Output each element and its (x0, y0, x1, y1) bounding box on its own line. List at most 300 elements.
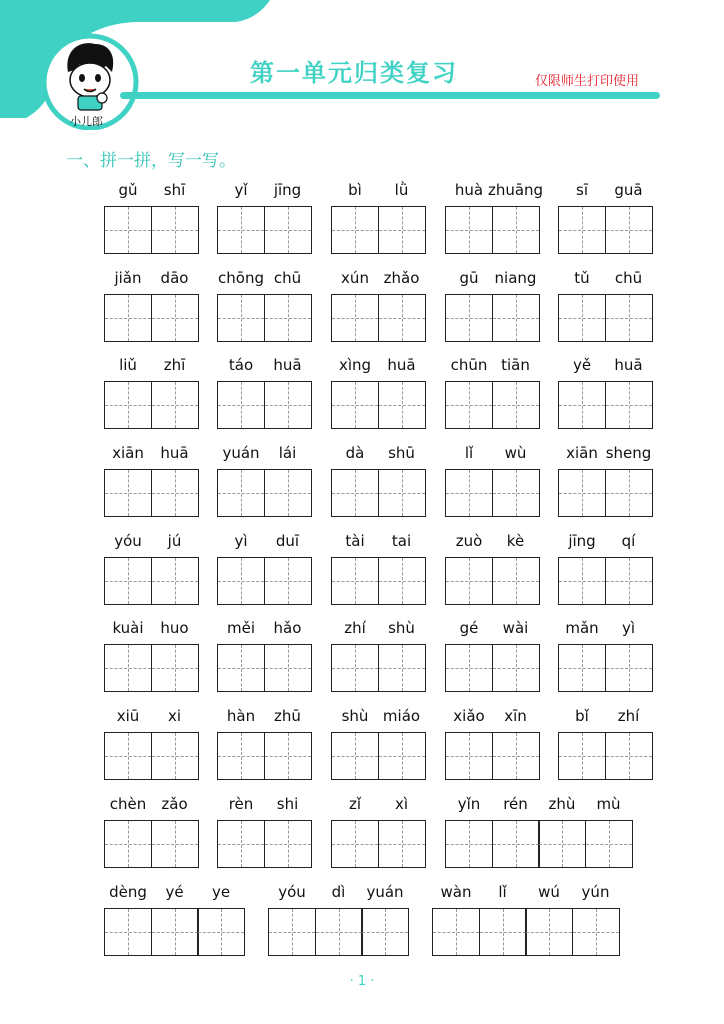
tianzige-cell[interactable] (331, 294, 379, 342)
tianzige-boxes (217, 294, 312, 342)
tianzige-cell[interactable] (268, 908, 316, 956)
tianzige-cell[interactable] (378, 557, 426, 605)
word-group (331, 181, 426, 256)
tianzige-boxes (331, 469, 426, 517)
tianzige-cell[interactable] (479, 908, 527, 956)
word-group (558, 356, 653, 431)
pinyin-line (104, 883, 245, 905)
tianzige-cell[interactable] (104, 732, 152, 780)
word-group (445, 444, 540, 519)
pinyin-line (217, 356, 312, 378)
word-group (217, 444, 312, 519)
tianzige-cell[interactable] (264, 381, 312, 429)
pinyin-syllable: dāo (160, 269, 189, 287)
pinyin-syllable: yǐ (234, 181, 248, 199)
pinyin-line (445, 269, 540, 291)
pinyin-syllable: duī (275, 532, 300, 550)
tianzige-cell[interactable] (445, 469, 493, 517)
tianzige-cell[interactable] (538, 820, 586, 868)
word-group (104, 707, 199, 782)
tianzige-cell[interactable] (151, 557, 199, 605)
word-group (217, 707, 312, 782)
pinyin-syllable: jīng (568, 532, 596, 550)
pinyin-syllable: yún (581, 883, 610, 901)
pinyin-syllable: kuài (112, 619, 144, 637)
pinyin-line (268, 883, 409, 905)
pinyin-syllable: lái (278, 444, 297, 462)
tianzige-cell[interactable] (445, 732, 493, 780)
pinyin-syllable: xìng (338, 356, 372, 374)
pinyin-syllable: yóu (278, 883, 306, 901)
tianzige-boxes (445, 732, 540, 780)
tianzige-cell[interactable] (605, 381, 653, 429)
tianzige-boxes (558, 557, 653, 605)
word-group (104, 181, 199, 256)
tianzige-boxes (558, 732, 653, 780)
pinyin-line (558, 532, 653, 554)
word-group (558, 181, 653, 256)
tianzige-cell[interactable] (558, 644, 606, 692)
pinyin-syllable: huā (273, 356, 302, 374)
tianzige-cell[interactable] (605, 294, 653, 342)
tianzige-cell[interactable] (217, 469, 265, 517)
tianzige-cell[interactable] (264, 732, 312, 780)
tianzige-boxes (217, 381, 312, 429)
corner-band (0, 0, 270, 118)
tianzige-cell[interactable] (492, 820, 540, 868)
pinyin-line (445, 707, 540, 729)
tianzige-boxes (331, 294, 426, 342)
pinyin-syllable: tǔ (574, 269, 590, 287)
tianzige-cell[interactable] (104, 381, 152, 429)
tianzige-cell[interactable] (361, 908, 409, 956)
tianzige-cell[interactable] (378, 644, 426, 692)
pinyin-line (445, 795, 633, 817)
pinyin-line (104, 619, 199, 641)
pinyin-syllable: dà (345, 444, 365, 462)
pinyin-syllable: zhī (163, 356, 186, 374)
word-group (445, 532, 540, 607)
pinyin-syllable: jīng (273, 181, 302, 199)
pinyin-syllable: liǔ (119, 356, 137, 374)
pinyin-syllable: sī (576, 181, 588, 199)
pinyin-syllable: rén (503, 795, 528, 813)
pinyin-line (104, 795, 199, 817)
tianzige-cell[interactable] (558, 732, 606, 780)
word-group (104, 532, 199, 607)
word-group (217, 795, 312, 870)
pinyin-syllable: niang (494, 269, 537, 287)
tianzige-boxes (445, 381, 540, 429)
pinyin-syllable: mù (596, 795, 621, 813)
tianzige-cell[interactable] (585, 820, 633, 868)
section-heading: 一、拼一拼，写一写。 (66, 151, 236, 171)
pinyin-line (104, 444, 199, 466)
tianzige-cell[interactable] (331, 381, 379, 429)
tianzige-boxes (331, 644, 426, 692)
pinyin-syllable: hǎo (273, 619, 302, 637)
tianzige-cell[interactable] (217, 644, 265, 692)
tianzige-cell[interactable] (151, 732, 199, 780)
word-group (558, 444, 653, 519)
tianzige-boxes (445, 206, 540, 254)
pinyin-syllable: xiǎo (453, 707, 485, 725)
pinyin-line (331, 707, 426, 729)
pinyin-line (331, 356, 426, 378)
pinyin-syllable: chū (273, 269, 302, 287)
pinyin-syllable: chūn (450, 356, 488, 374)
pinyin-syllable: zhū (274, 707, 301, 725)
tianzige-cell[interactable] (104, 820, 152, 868)
tianzige-cell[interactable] (331, 732, 379, 780)
pinyin-syllable: yì (621, 619, 636, 637)
pinyin-syllable: kè (506, 532, 525, 550)
pinyin-syllable: huā (160, 444, 189, 462)
tianzige-cell[interactable] (331, 820, 379, 868)
tianzige-cell[interactable] (264, 469, 312, 517)
tianzige-cell[interactable] (151, 469, 199, 517)
page-number: · 1 · (349, 974, 375, 989)
word-group (331, 444, 426, 519)
tianzige-boxes (104, 381, 199, 429)
pinyin-syllable: rèn (228, 795, 254, 813)
page-header (0, 0, 724, 130)
tianzige-cell[interactable] (151, 381, 199, 429)
tianzige-cell[interactable] (197, 908, 245, 956)
tianzige-cell[interactable] (558, 557, 606, 605)
word-group (445, 356, 540, 431)
pinyin-line (331, 532, 426, 554)
pinyin-line (331, 444, 426, 466)
word-group (331, 532, 426, 607)
tianzige-boxes (558, 294, 653, 342)
tianzige-cell[interactable] (492, 381, 540, 429)
tianzige-boxes (104, 732, 199, 780)
word-group (331, 356, 426, 431)
pinyin-syllable: měi (226, 619, 256, 637)
tianzige-cell[interactable] (445, 820, 493, 868)
tianzige-boxes (217, 206, 312, 254)
tianzige-cell[interactable] (605, 557, 653, 605)
pinyin-line (558, 444, 653, 466)
tianzige-boxes (558, 644, 653, 692)
pinyin-syllable: jiǎn (114, 269, 142, 287)
pinyin-syllable: xi (167, 707, 182, 725)
tianzige-cell[interactable] (558, 206, 606, 254)
pinyin-line (432, 883, 620, 905)
tianzige-boxes (104, 557, 199, 605)
pinyin-line (104, 707, 199, 729)
tianzige-cell[interactable] (151, 820, 199, 868)
tianzige-cell[interactable] (331, 557, 379, 605)
word-group (104, 883, 245, 958)
tianzige-cell[interactable] (378, 820, 426, 868)
word-group (445, 795, 633, 870)
tianzige-cell[interactable] (445, 381, 493, 429)
tianzige-boxes (104, 206, 199, 254)
tianzige-cell[interactable] (264, 644, 312, 692)
pinyin-line (445, 532, 540, 554)
pinyin-syllable: yì (234, 532, 248, 550)
tianzige-cell[interactable] (104, 644, 152, 692)
tianzige-cell[interactable] (104, 557, 152, 605)
tianzige-boxes (217, 732, 312, 780)
tianzige-cell[interactable] (605, 206, 653, 254)
pinyin-line (104, 532, 199, 554)
tianzige-cell[interactable] (315, 908, 363, 956)
word-group (331, 707, 426, 782)
word-group (104, 444, 199, 519)
pinyin-syllable: dèng (109, 883, 147, 901)
pinyin-line (558, 181, 653, 203)
pinyin-syllable: lǐ (498, 883, 507, 901)
pinyin-line (445, 356, 540, 378)
pinyin-syllable: zuò (455, 532, 483, 550)
mascot-caption: 小儿郎 (70, 115, 103, 128)
pinyin-syllable: xún (341, 269, 369, 287)
pinyin-line (558, 356, 653, 378)
pinyin-syllable: huà (454, 181, 484, 199)
tianzige-cell[interactable] (331, 469, 379, 517)
pinyin-syllable: lǐ (464, 444, 474, 462)
word-group (445, 619, 540, 694)
pinyin-syllable: zhí (344, 619, 366, 637)
tianzige-boxes (445, 557, 540, 605)
word-group (432, 883, 620, 958)
tianzige-cell[interactable] (217, 381, 265, 429)
pinyin-line (217, 444, 312, 466)
tianzige-cell[interactable] (378, 469, 426, 517)
pinyin-syllable: xiān (566, 444, 598, 462)
tianzige-cell[interactable] (217, 294, 265, 342)
pinyin-syllable: tai (391, 532, 412, 550)
pinyin-syllable: sheng (605, 444, 652, 462)
pinyin-syllable: mǎn (565, 619, 599, 637)
pinyin-line (331, 269, 426, 291)
tianzige-cell[interactable] (264, 557, 312, 605)
tianzige-boxes (558, 381, 653, 429)
tianzige-cell[interactable] (104, 206, 152, 254)
word-group (558, 707, 653, 782)
tianzige-cell[interactable] (264, 294, 312, 342)
page-title: 第一单元归类复习 (250, 59, 458, 87)
usage-notice: 仅限师生打印使用 (535, 74, 640, 89)
pinyin-syllable: zhuāng (487, 181, 544, 199)
pinyin-syllable: wú (538, 883, 560, 901)
tianzige-cell[interactable] (605, 469, 653, 517)
pinyin-syllable: huā (614, 356, 643, 374)
pinyin-syllable: yě (572, 356, 592, 374)
tianzige-cell[interactable] (264, 820, 312, 868)
tianzige-cell[interactable] (217, 557, 265, 605)
tianzige-boxes (104, 908, 245, 956)
word-group (104, 356, 199, 431)
word-group (558, 619, 653, 694)
tianzige-boxes (558, 206, 653, 254)
word-group (217, 269, 312, 344)
tianzige-cell[interactable] (492, 644, 540, 692)
pinyin-syllable: tiān (501, 356, 530, 374)
header-stripe (120, 92, 660, 99)
pinyin-line (445, 444, 540, 466)
pinyin-line (558, 619, 653, 641)
tianzige-cell[interactable] (445, 206, 493, 254)
tianzige-cell[interactable] (492, 732, 540, 780)
tianzige-cell[interactable] (558, 294, 606, 342)
tianzige-cell[interactable] (151, 644, 199, 692)
tianzige-boxes (445, 820, 633, 868)
word-group (217, 356, 312, 431)
pinyin-syllable: xiū (116, 707, 140, 725)
pinyin-line (331, 181, 426, 203)
pinyin-syllable: shū (388, 444, 415, 462)
tianzige-cell[interactable] (217, 206, 265, 254)
pinyin-syllable: miáo (382, 707, 421, 725)
tianzige-cell[interactable] (525, 908, 573, 956)
tianzige-boxes (104, 294, 199, 342)
pinyin-syllable: xiān (112, 444, 144, 462)
pinyin-syllable: yóu (114, 532, 142, 550)
word-group (104, 619, 199, 694)
tianzige-boxes (268, 908, 409, 956)
tianzige-cell[interactable] (217, 732, 265, 780)
tianzige-cell[interactable] (605, 732, 653, 780)
tianzige-cell[interactable] (217, 820, 265, 868)
pinyin-line (217, 532, 312, 554)
tianzige-boxes (331, 206, 426, 254)
pinyin-syllable: zhù (548, 795, 576, 813)
pinyin-line (445, 181, 544, 203)
tianzige-cell[interactable] (492, 294, 540, 342)
pinyin-syllable: bì (348, 181, 362, 199)
tianzige-cell[interactable] (378, 206, 426, 254)
pinyin-line (217, 269, 312, 291)
pinyin-syllable: yuán (366, 883, 404, 901)
pinyin-syllable: wàn (440, 883, 472, 901)
tianzige-boxes (432, 908, 620, 956)
tianzige-cell[interactable] (445, 644, 493, 692)
pinyin-syllable: guā (614, 181, 643, 199)
pinyin-syllable: shi (276, 795, 299, 813)
tianzige-cell[interactable] (445, 294, 493, 342)
tianzige-cell[interactable] (151, 206, 199, 254)
tianzige-boxes (445, 469, 540, 517)
tianzige-boxes (217, 557, 312, 605)
word-group (558, 269, 653, 344)
tianzige-boxes (104, 469, 199, 517)
bicycle-icon (133, 32, 159, 45)
pinyin-syllable: gé (459, 619, 479, 637)
tianzige-cell[interactable] (605, 644, 653, 692)
pinyin-syllable: wài (502, 619, 529, 637)
pinyin-line (445, 619, 540, 641)
tianzige-cell[interactable] (104, 908, 152, 956)
pinyin-syllable: táo (228, 356, 254, 374)
pinyin-syllable: zǎo (161, 795, 188, 813)
tianzige-cell[interactable] (104, 294, 152, 342)
tianzige-cell[interactable] (432, 908, 480, 956)
tianzige-boxes (331, 732, 426, 780)
pinyin-syllable: zǐ (348, 795, 362, 813)
word-group (104, 795, 199, 870)
pinyin-syllable: xì (394, 795, 409, 813)
tianzige-boxes (217, 820, 312, 868)
tianzige-boxes (331, 820, 426, 868)
pinyin-syllable: lǜ (394, 181, 409, 199)
word-group (445, 269, 540, 344)
tianzige-cell[interactable] (492, 206, 540, 254)
pinyin-line (217, 707, 312, 729)
tianzige-boxes (445, 644, 540, 692)
pinyin-line (104, 181, 199, 203)
tianzige-cell[interactable] (558, 469, 606, 517)
pinyin-syllable: chōng (218, 269, 264, 287)
pinyin-syllable: shī (163, 181, 186, 199)
word-group (217, 619, 312, 694)
pinyin-line (558, 269, 653, 291)
pinyin-syllable: xīn (504, 707, 527, 725)
word-group (217, 181, 312, 256)
word-group (445, 181, 544, 256)
tianzige-boxes (558, 469, 653, 517)
word-group (268, 883, 409, 958)
pinyin-syllable: gū (459, 269, 479, 287)
tianzige-cell[interactable] (572, 908, 620, 956)
pinyin-line (217, 181, 312, 203)
pinyin-line (331, 795, 426, 817)
pinyin-syllable: zhǎo (383, 269, 420, 287)
tianzige-boxes (217, 644, 312, 692)
tianzige-cell[interactable] (445, 557, 493, 605)
pinyin-syllable: yé (165, 883, 184, 901)
tianzige-boxes (217, 469, 312, 517)
tianzige-cell[interactable] (492, 469, 540, 517)
tianzige-cell[interactable] (378, 732, 426, 780)
pinyin-syllable: jú (167, 532, 182, 550)
tianzige-cell[interactable] (151, 908, 199, 956)
tianzige-cell[interactable] (331, 644, 379, 692)
tianzige-cell[interactable] (378, 381, 426, 429)
pinyin-line (217, 795, 312, 817)
pinyin-syllable: tài (345, 532, 365, 550)
mountain-icon (162, 22, 222, 44)
pinyin-syllable: yǐn (457, 795, 481, 813)
tianzige-cell[interactable] (492, 557, 540, 605)
tianzige-cell[interactable] (378, 294, 426, 342)
tianzige-cell[interactable] (331, 206, 379, 254)
pinyin-syllable: huā (387, 356, 416, 374)
pinyin-syllable: qí (621, 532, 636, 550)
pinyin-syllable: hàn (226, 707, 256, 725)
pinyin-syllable: zhí (617, 707, 640, 725)
tianzige-boxes (331, 381, 426, 429)
word-group (104, 269, 199, 344)
tianzige-cell[interactable] (558, 381, 606, 429)
pinyin-syllable: huo (160, 619, 189, 637)
pinyin-syllable: shù (341, 707, 369, 725)
pinyin-syllable: dì (331, 883, 346, 901)
pinyin-syllable: gǔ (118, 181, 138, 199)
pinyin-syllable: chèn (109, 795, 147, 813)
tianzige-boxes (331, 557, 426, 605)
pinyin-syllable: shù (388, 619, 415, 637)
tianzige-cell[interactable] (264, 206, 312, 254)
tianzige-cell[interactable] (151, 294, 199, 342)
pinyin-syllable: bǐ (575, 707, 589, 725)
word-group (558, 532, 653, 607)
word-group (331, 619, 426, 694)
tianzige-cell[interactable] (104, 469, 152, 517)
